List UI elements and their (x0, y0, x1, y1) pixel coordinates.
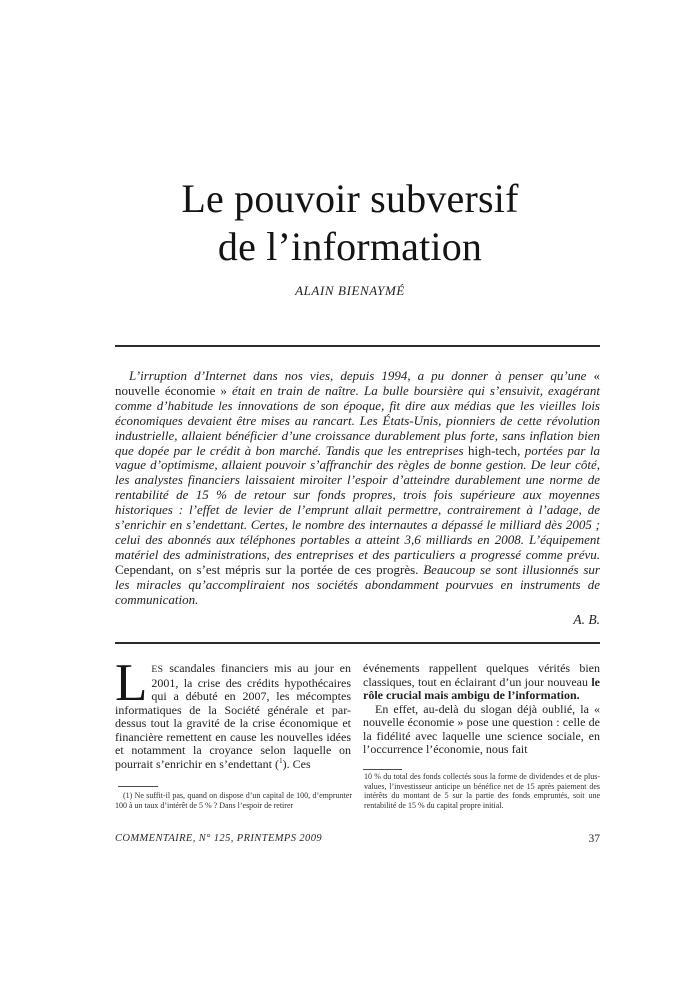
text-segment: était en train de naître. La bulle boursière qui s’ensuivit, exagérant comme d’habitude les innovations de son époque, fit dire aux médias que les vieilles lois économiques devaient être mises au rancart. Les États-Unis, pionniers de cette révolution industrielle, allaient bénéficier d’une croissance durablement plus forte, sans inflation bien que dopée par le crédit à bon marché. Tandis que les entreprises (115, 382, 600, 458)
body-text (115, 654, 351, 771)
body-paragraph (363, 703, 600, 757)
drop-cap: L (115, 654, 148, 712)
body-paragraph (363, 662, 600, 703)
text-segment: Cependant, on s’est mépris sur la portée de ces progrès. (115, 561, 424, 577)
title-line-1: Le pouvoir subversif (181, 175, 519, 221)
abstract-paragraph (115, 369, 600, 608)
footnote-separator-left (118, 786, 158, 787)
text-segment: Beaucoup se sont illusionnés sur les miracles qu’accompliraient nos sociétés abondamment pourvues en instruments de communication. (115, 561, 600, 607)
text-segment: ES (151, 664, 164, 675)
text-segment: « nouvelle économie » (115, 368, 600, 398)
text-segment: le rôle crucial mais ambigu de l’information. (363, 674, 600, 702)
page-footer (115, 833, 600, 845)
body-right-column (363, 662, 600, 757)
author-name: ALAIN BIENAYMÉ (295, 283, 405, 298)
footnote-right-continuation: 10 % du total des fonds collectés sous la forme de dividendes et de plus-values, l’investisseur anticipe un bénéfice net de 15 après paiement des intérêts du montant de 5 sur la partie des fonds empruntés, soit une rentabilité de 15 % du capital propre initial. (364, 772, 600, 810)
body-paragraph (115, 654, 351, 771)
footnote-left: (1) Ne suffit-il pas, quand on dispose d’un capital de 100, d’emprunter 100 à un taux d’intérêt de 5 % ? Dans l’espoir de retirer (115, 791, 352, 810)
text-segment: , portées par la vague d’optimisme, allaient pouvoir s’affranchir des règles de bonne gestion. De leur côté, les analystes financiers laissaient miroiter l’espoir d’atteindre durablement une norme de rentabilité de 15 % de retour sur fonds propres, trois fois supérieure aux moyennes historiques : l’effet de levier de l’emprunt allait permettre, contrairement à l’adage, de s’enrichir en s’endettant. Certes, le nombre des internautes a dépassé le milliard dès 2005 ; celui des abonnés aux téléphones portables a atteint 3,6 milliards en 2008. L’équipement matériel des administrations, des entreprises et des particuliers a progressé comme prévu. (115, 442, 600, 562)
text-segment: événements rappellent quelques vérités bien classiques, tout en éclairant d’un jour nouveau (363, 661, 600, 689)
body-left-column (115, 654, 351, 771)
separator-rule-middle (115, 642, 600, 644)
abstract-signature: A. B. (573, 612, 600, 627)
page-title (0, 175, 700, 271)
footnote-separator-right (363, 769, 402, 770)
text-segment: scandales financiers mis au jour en 2001, la crise des crédits hypothécaires qui a débuté en 2007, les mécomptes informatiques de la Société générale et par-dessus tout la gravité de la crise économique et financière remettent en cause les nouvelles idées et notamment la croyance selon laquelle on pourrait s’enrichir en s’endettant ( (115, 661, 351, 771)
text-segment: ). Ces (282, 756, 311, 771)
text-segment: L’irruption d’Internet dans nos vies, depuis 1994, a pu donner à penser qu’une (129, 368, 594, 383)
title-line-2: de l’information (217, 223, 483, 269)
separator-rule-top (115, 345, 600, 347)
text-segment: 1 (278, 755, 283, 765)
page-number: 37 (588, 833, 600, 845)
text-segment: high-tech (467, 442, 518, 458)
journal-reference: COMMENTAIRE, N° 125, PRINTEMPS 2009 (115, 833, 322, 844)
text-segment: En effet, au-delà du slogan déjà oublié, la « nouvelle économie » pose une question : celle de la fidélité avec laquelle une science sociale, en l’occurrence l’économie, nous fait (363, 701, 600, 756)
